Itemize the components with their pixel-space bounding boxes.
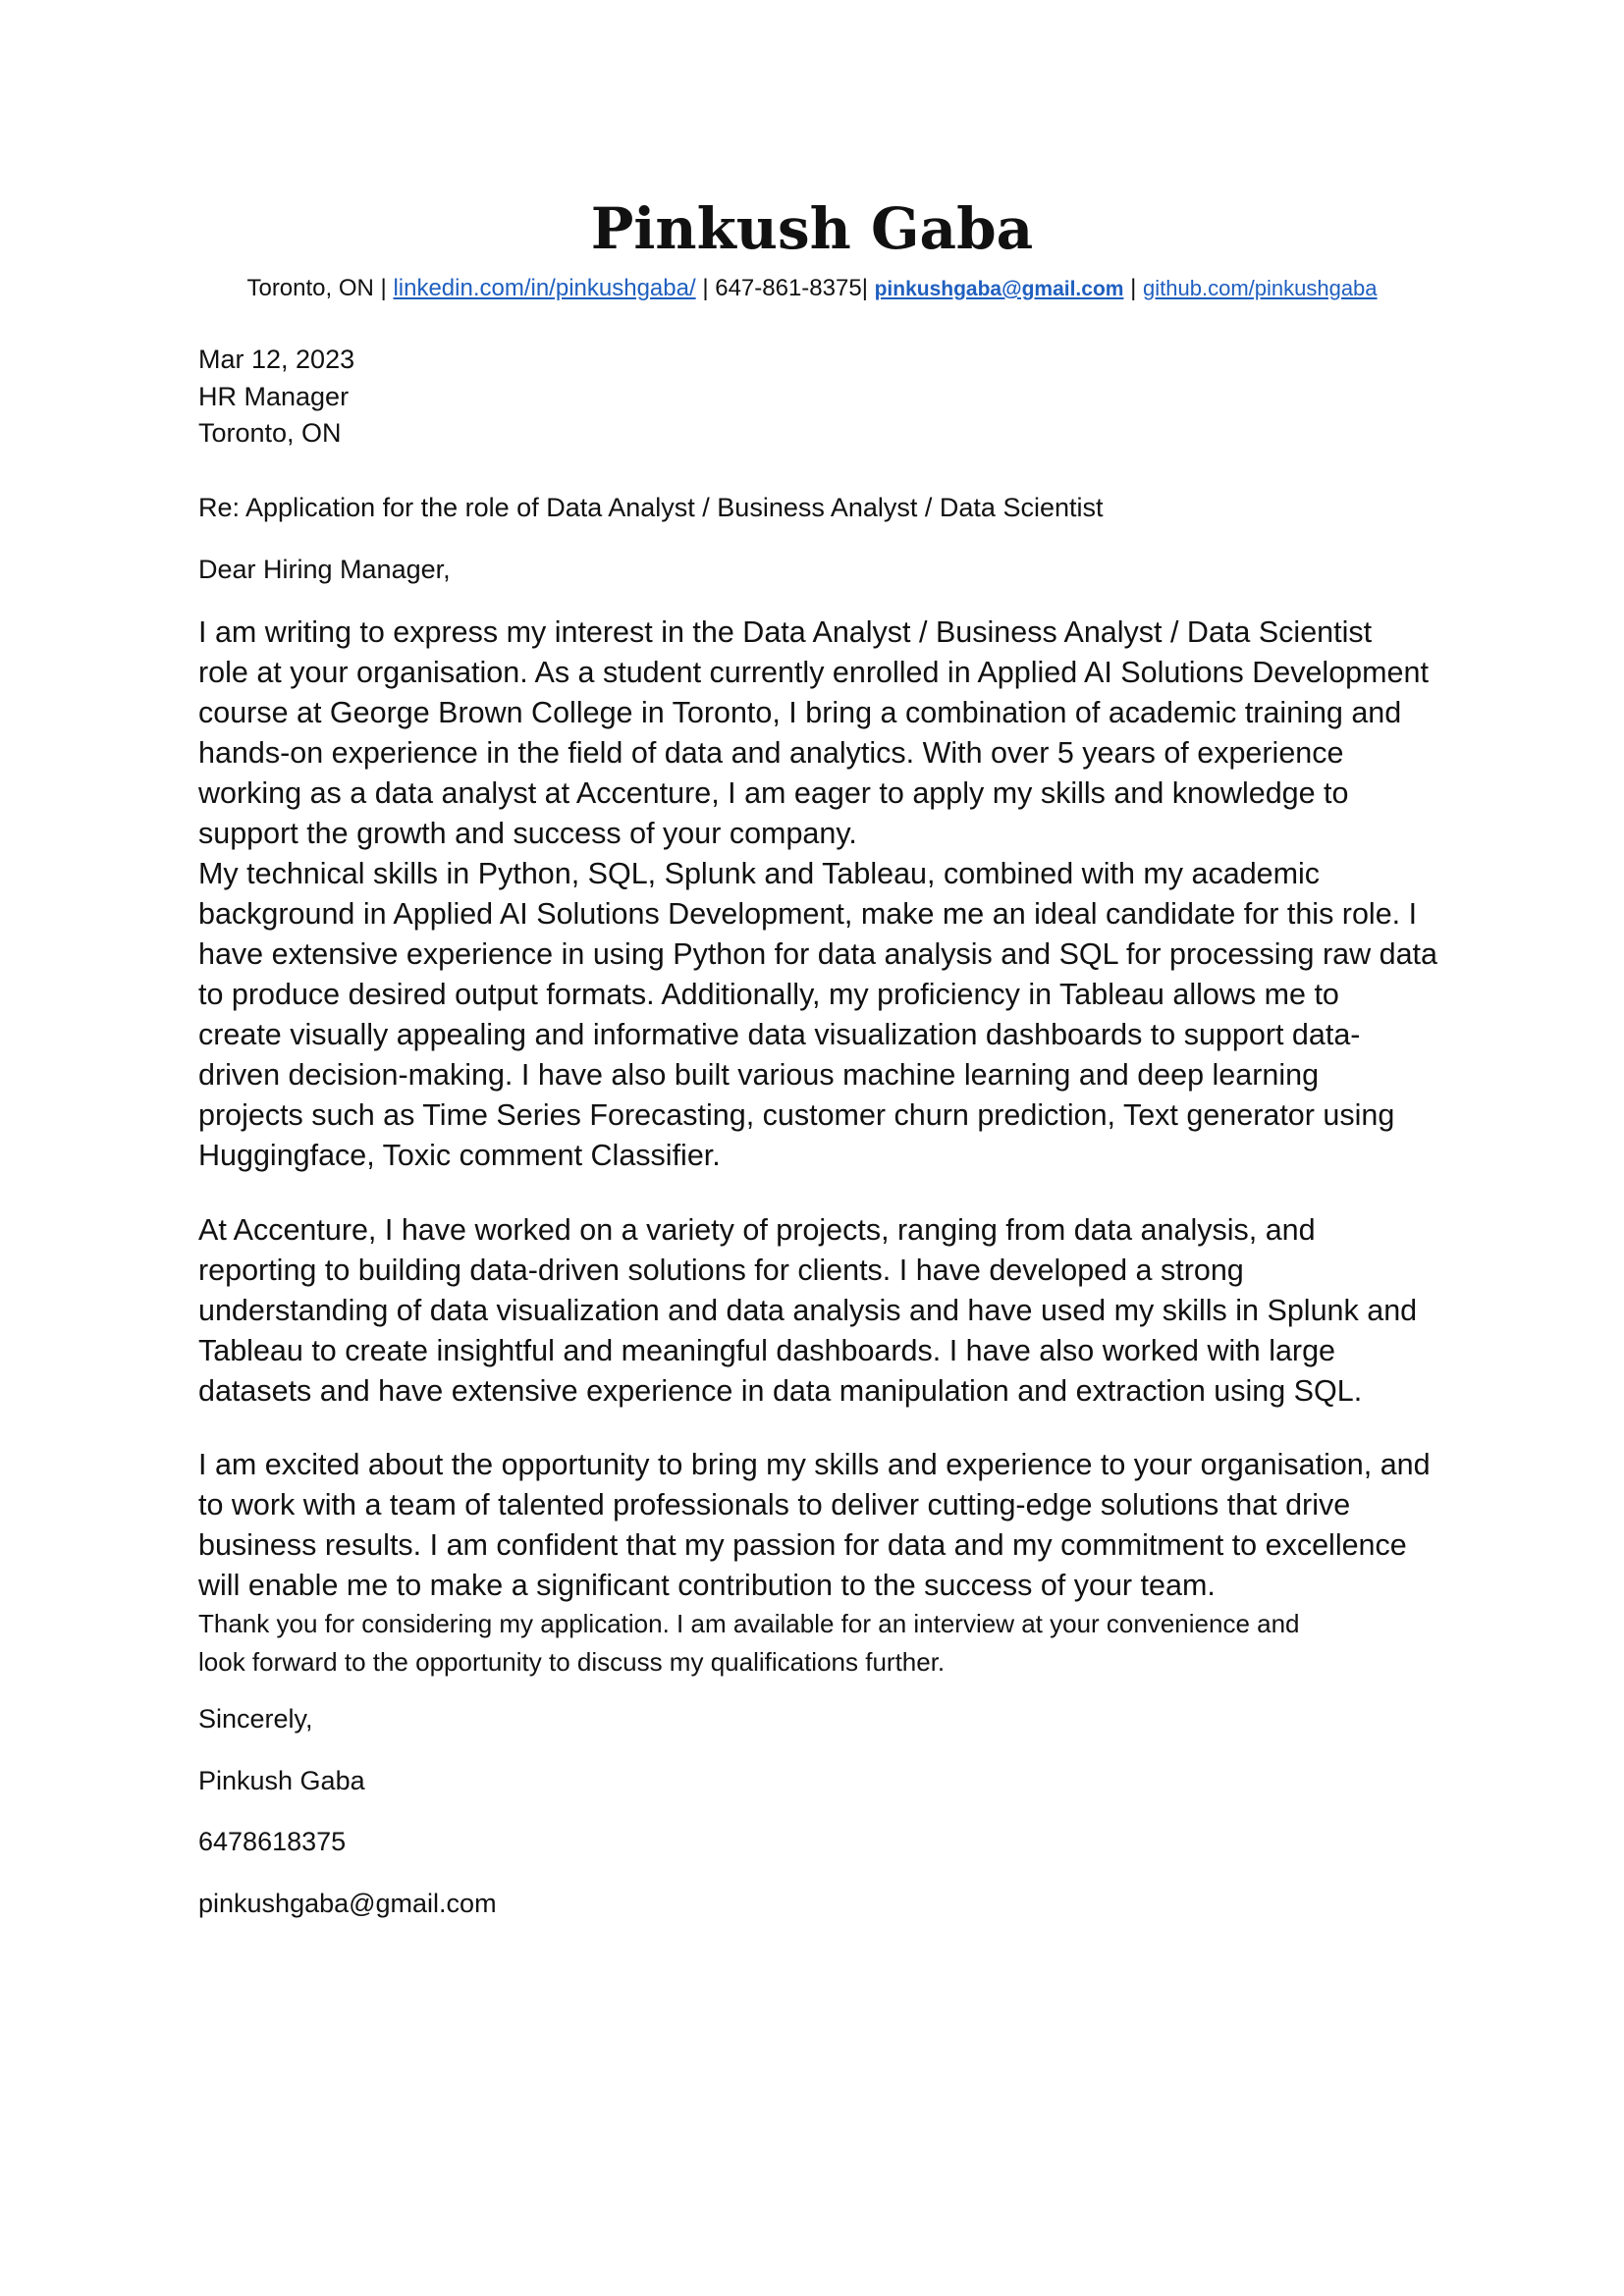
paragraph-line: I am excited about the opportunity to bring my skills and experience to your organisation, and — [198, 1448, 1431, 1481]
paragraph-line: datasets and have extensive experience in data manipulation and extraction using SQL. — [198, 1374, 1363, 1408]
separator: | — [861, 275, 868, 301]
subject-line: Re: Application for the role of Data Analyst / Business Analyst / Data Scientist — [198, 493, 1104, 522]
paragraph-line: create visually appealing and informative data visualization dashboards to support data- — [198, 1018, 1361, 1051]
paragraph-line: reporting to building data-driven solutions for clients. I have developed a strong — [198, 1254, 1244, 1287]
paragraph-line: Huggingface, Toxic comment Classifier. — [198, 1139, 721, 1172]
paragraph-line: course at George Brown College in Toronto, I bring a combination of academic training and — [198, 696, 1402, 729]
paragraph-line: will enable me to make a significant contribution to the success of your team. — [198, 1569, 1216, 1602]
thank-you-note — [198, 1605, 1437, 1682]
paragraph-line: to produce desired output formats. Additionally, my proficiency in Tableau allows me to — [198, 978, 1339, 1011]
paragraph-line: understanding of data visualization and data analysis and have used my skills in Splunk and — [198, 1294, 1418, 1327]
location-text: Toronto, ON — [246, 275, 374, 301]
recipient-location: Toronto, ON — [198, 418, 342, 448]
separator: | — [1130, 275, 1137, 301]
email-link[interactable]: pinkushgaba@gmail.com — [874, 278, 1124, 300]
paragraph-line: driven decision-making. I have also built various machine learning and deep learning — [198, 1058, 1320, 1092]
salutation: Dear Hiring Manager, — [198, 555, 451, 584]
paragraph-line: working as a data analyst at Accenture, I am eager to apply my skills and knowledge to — [198, 776, 1349, 810]
paragraph-line: At Accenture, I have worked on a variety of projects, ranging from data analysis, and — [198, 1213, 1316, 1247]
body-paragraph-intro — [198, 613, 1437, 1176]
recipient-title: HR Manager — [198, 382, 350, 411]
closing: Sincerely, — [198, 1704, 313, 1734]
paragraph-line: have extensive experience in using Python for data analysis and SQL for processing raw data — [198, 937, 1437, 971]
signature-email: pinkushgaba@gmail.com — [198, 1889, 497, 1918]
paragraph-line: Thank you for considering my application. I am available for an interview at your convenience and — [198, 1609, 1300, 1638]
applicant-name: Pinkush Gaba — [590, 195, 1034, 262]
paragraph-line: I am writing to express my interest in the Data Analyst / Business Analyst / Data Scientist — [198, 615, 1373, 649]
linkedin-link[interactable]: linkedin.com/in/pinkushgaba/ — [393, 275, 696, 301]
paragraph-line: role at your organisation. As a student currently enrolled in Applied AI Solutions Development — [198, 656, 1429, 689]
phone-text: 647-861-8375 — [715, 275, 862, 301]
contact-line — [0, 274, 1624, 304]
github-link[interactable]: github.com/pinkushgaba — [1143, 276, 1378, 300]
letter-date: Mar 12, 2023 — [198, 345, 355, 374]
paragraph-line: Tableau to create insightful and meaningful dashboards. I have also worked with large — [198, 1334, 1336, 1367]
paragraph-line: to work with a team of talented professionals to deliver cutting-edge solutions that drive — [198, 1488, 1351, 1522]
paragraph-line: look forward to the opportunity to discuss my qualifications further. — [198, 1647, 946, 1677]
body-paragraph-closing — [198, 1445, 1437, 1606]
paragraph-line: hands-on experience in the field of data and analytics. With over 5 years of experience — [198, 736, 1344, 770]
separator: | — [702, 275, 709, 301]
signature-name: Pinkush Gaba — [198, 1766, 365, 1795]
paragraph-line: support the growth and success of your company. — [198, 817, 857, 850]
signature-phone: 6478618375 — [198, 1827, 347, 1856]
paragraph-line: My technical skills in Python, SQL, Splunk and Tableau, combined with my academic — [198, 857, 1321, 890]
paragraph-line: business results. I am confident that my passion for data and my commitment to excellence — [198, 1528, 1407, 1562]
paragraph-line: projects such as Time Series Forecasting, customer churn prediction, Text generator using — [198, 1098, 1395, 1132]
paragraph-line: background in Applied AI Solutions Development, make me an ideal candidate for this role. I — [198, 897, 1418, 931]
separator: | — [380, 275, 387, 301]
body-paragraph-experience — [198, 1210, 1437, 1412]
